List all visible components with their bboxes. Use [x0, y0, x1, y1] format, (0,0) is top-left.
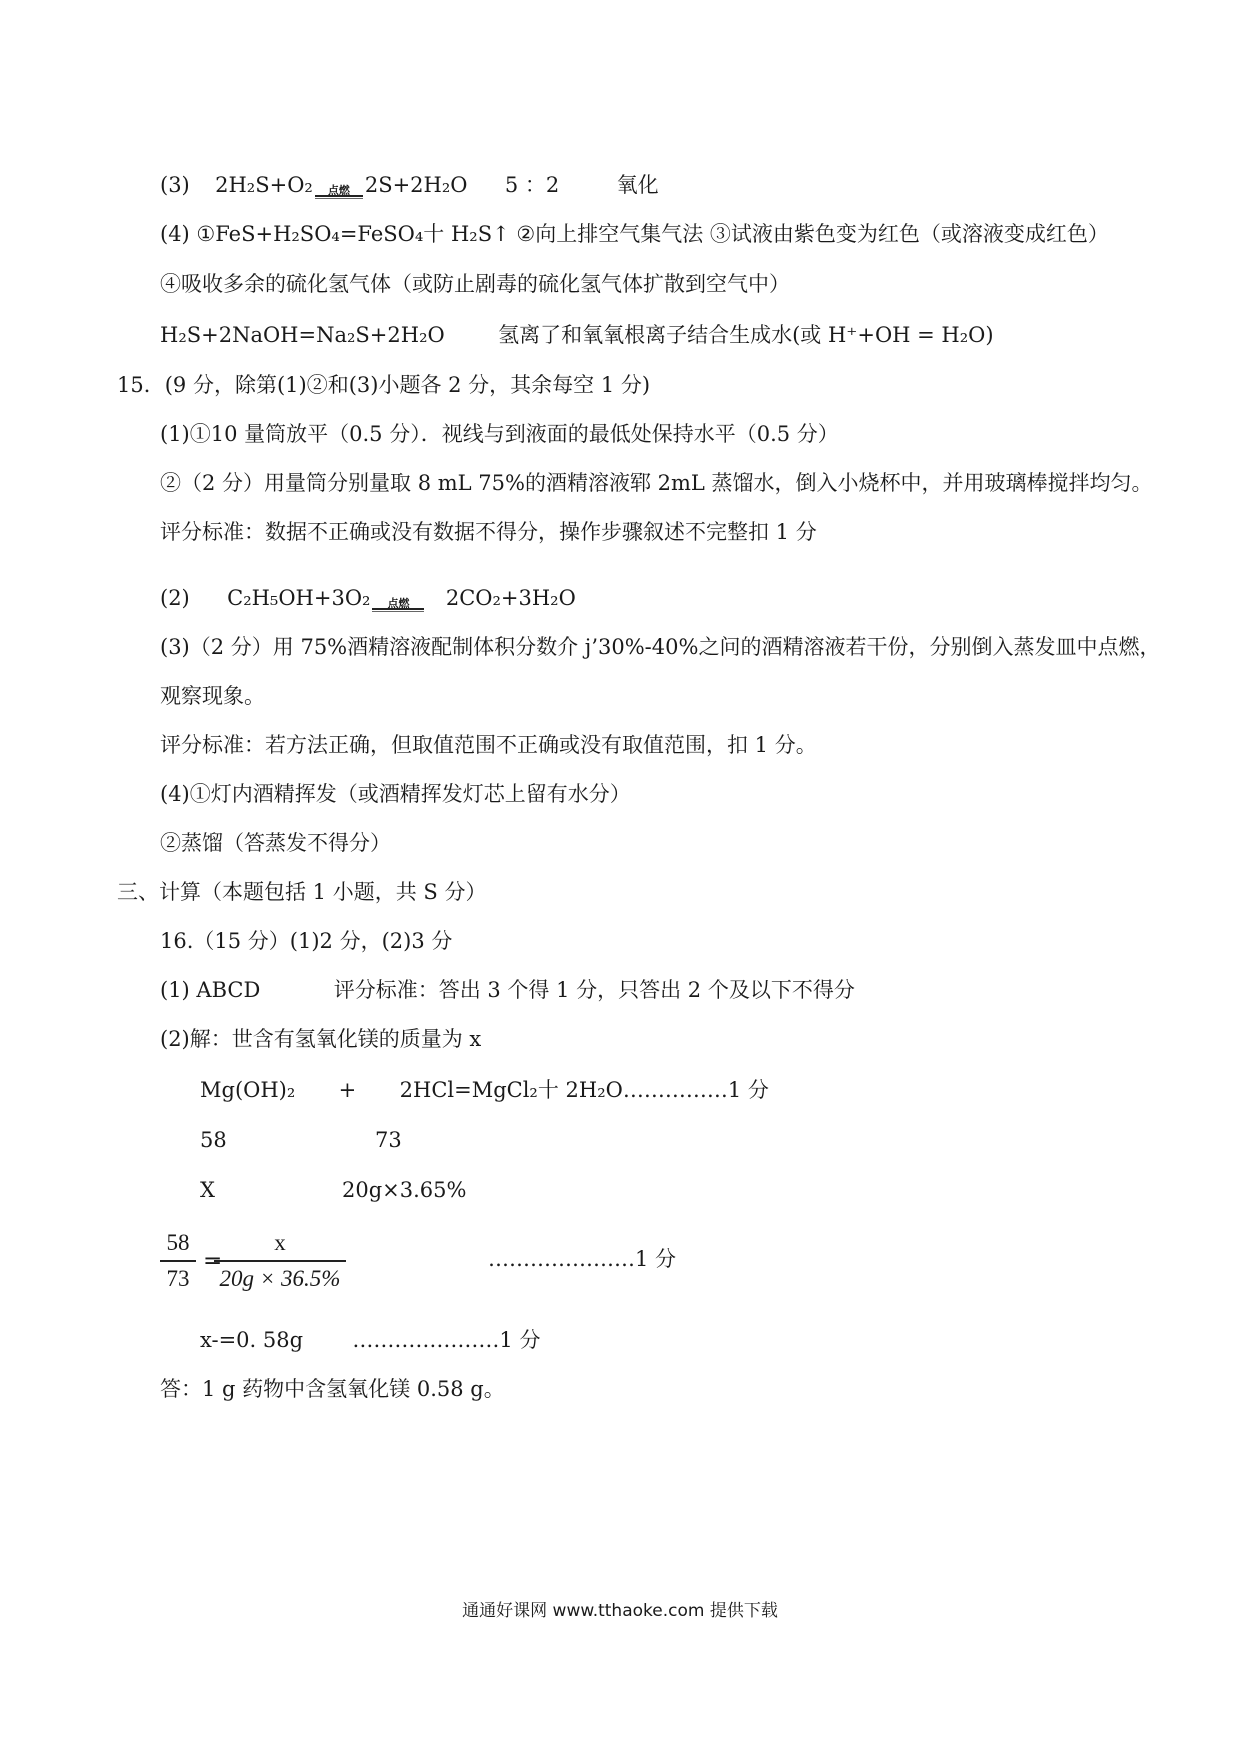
q16-part1	[160, 975, 855, 1005]
q15-part3: (3)（2 分）用 75%酒精溶液配制体积分数介 j’30%-40%之问的酒精溶液若干份，分别倒入蒸发皿中点燃，	[160, 635, 1161, 659]
page-footer-download-source: 通通好课网 www.tthaoke.com 提供下载	[462, 1601, 778, 1621]
q15-part1: (1)①10 量筒放平（0.5 分）．视线与到液面的最低处保持水平（0.5 分）	[160, 422, 839, 446]
q14-part4-line3	[160, 320, 994, 350]
q16-part1-answer: (1) ABCD	[160, 978, 261, 1002]
q15-part2-line	[160, 583, 576, 613]
q15-part1-step2: ②（2 分）用量筒分别量取 8 mL 75%的酒精溶液郓 2mL 蒸馏水，倒入小烧杯中，并用玻璃棒搅拌均匀。	[160, 471, 1153, 495]
q16-equation-right: 2HCl=MgCl₂十 2H₂O……………1 分	[399, 1078, 769, 1102]
q16-molar-mass-hcl: 73	[375, 1128, 402, 1152]
q16-molar-mass-mgoh2: 58	[200, 1128, 227, 1152]
q14-neutralization-explanation: 氢离了和氧氧根离子结合生成水(或 H⁺+OH = H₂O)	[498, 323, 994, 347]
q15-part2-label: (2)	[160, 586, 190, 610]
q15-part4-step2: ②蒸馏（答蒸发不得分）	[160, 831, 391, 855]
q15-part4: (4)①灯内酒精挥发（或酒精挥发灯芯上留有水分）	[160, 782, 631, 806]
q16-result-score: …………………1 分	[352, 1328, 541, 1352]
q16-equation-plus: +	[338, 1078, 357, 1102]
q15-part2-reactants: C₂H₅OH+3O₂	[227, 586, 371, 610]
section3-title: 三、计算（本题包括 1 小题，共 S 分）	[117, 880, 487, 904]
q16-unknown-x: X	[200, 1178, 215, 1202]
q16-result	[200, 1325, 540, 1355]
q16-equation	[200, 1075, 769, 1105]
q15-part3-cont: 观察现象。	[160, 684, 265, 708]
q16-header: 16.（15 分）(1)2 分，(2)3 分	[160, 929, 453, 953]
q14-part3-reactants: 2H₂S+O₂	[215, 173, 313, 197]
q16-equation-left: Mg(OH)₂	[200, 1078, 296, 1102]
q14-naoh-equation: H₂S+2NaOH=Na₂S+2H₂O	[160, 323, 445, 347]
q16-final-answer: 答：1 g 药物中含氢氧化镁 0.58 g。	[160, 1377, 505, 1401]
q14-part4-line: (4) ①FeS+H₂SO₄=FeSO₄十 H₂S↑ ②向上排空气集气法 ③试液由紫色变为红色（或溶液变成红色）	[160, 222, 1109, 246]
q15-header: 15．(9 分，除第(1)②和(3)小题各 2 分，其余每空 1 分)	[117, 373, 651, 397]
q14-part3-products: 2S+2H₂O	[364, 173, 468, 197]
q16-result-value: x-=0. 58g	[200, 1328, 304, 1352]
q16-fraction-equals: =	[203, 1248, 223, 1274]
q14-part3-line	[160, 170, 659, 200]
q15-scoring-standard-2: 评分标准：若方法正确，但取值范围不正确或没有取值范围，扣 1 分。	[160, 733, 817, 757]
q14-part3-ratio: 5 ：2	[504, 173, 560, 197]
q14-part3-answer: 氧化	[616, 173, 659, 197]
q16-part2-intro: (2)解：世含有氢氧化镁的质量为 x	[160, 1027, 482, 1051]
q16-fraction-right: x 20g × 36.5%	[214, 1226, 346, 1296]
q16-fraction-left: 58 73	[160, 1226, 196, 1296]
q16-given-hcl-mass: 20g×3.65%	[342, 1178, 467, 1202]
q16-fraction-score: …………………1 分	[488, 1247, 677, 1271]
q15-scoring-standard-1: 评分标准：数据不正确或没有数据不得分，操作步骤叙述不完整扣 1 分	[160, 520, 817, 544]
q16-part1-standard: 评分标准：答出 3 个得 1 分，只答出 2 个及以下不得分	[333, 978, 855, 1002]
q14-part4-line2: ④吸收多余的硫化氢气体（或防止剧毒的硫化氢气体扩散到空气中）	[160, 272, 790, 296]
q15-part2-products: 2CO₂+3H₂O	[445, 586, 576, 610]
reaction-condition-ignite: 点燃	[315, 183, 363, 199]
q14-part3-label: (3)	[160, 173, 190, 197]
reaction-condition-ignite: 点燃	[372, 596, 424, 612]
